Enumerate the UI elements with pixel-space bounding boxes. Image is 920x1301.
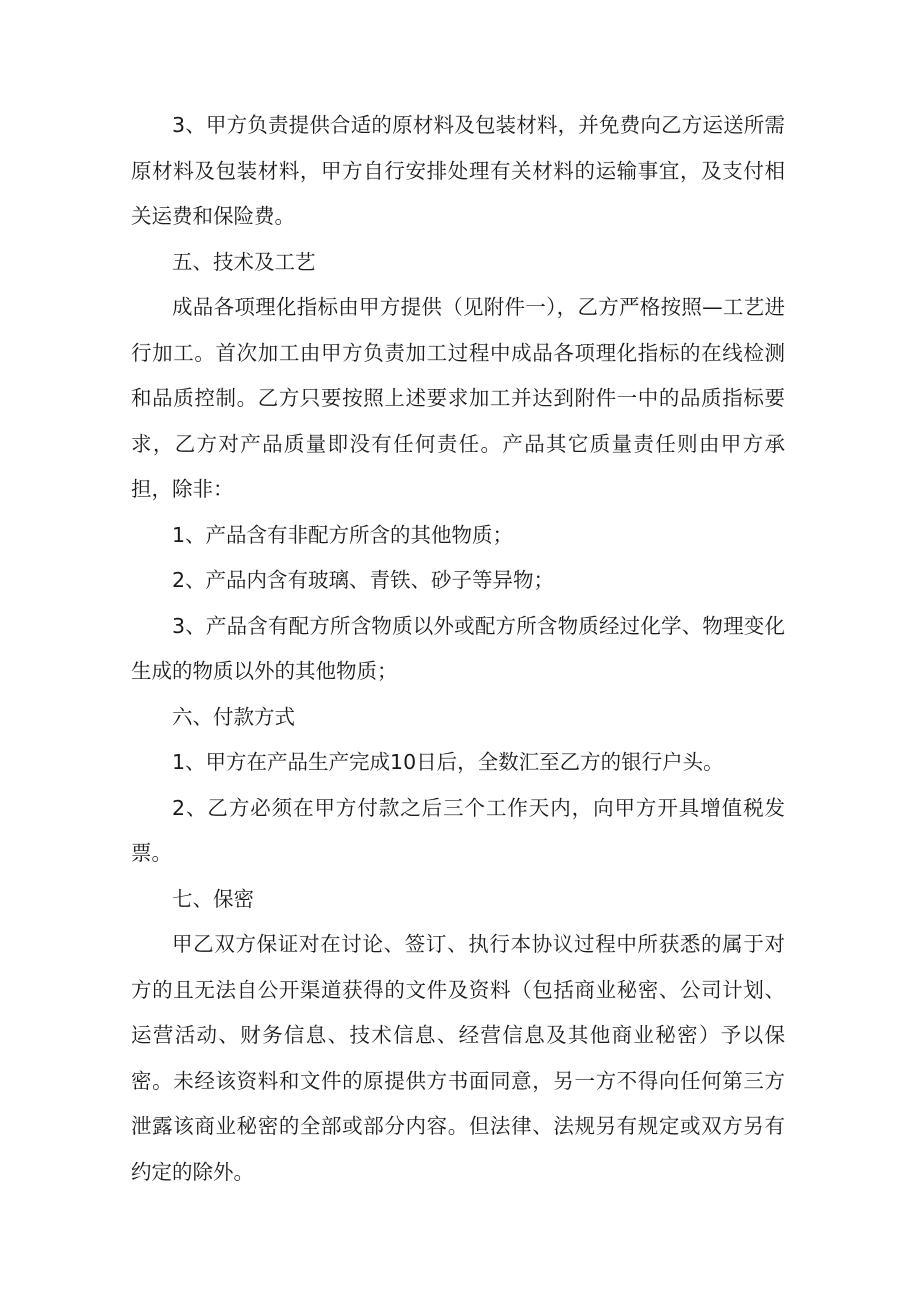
section-heading-payment: 六、付款方式	[172, 704, 295, 729]
payment-item-1: 1、甲方在产品生产完成10日后，全数汇至乙方的银行户头。	[172, 750, 724, 774]
document-body	[131, 103, 785, 1195]
section-heading-technology: 五、技术及工艺	[172, 249, 316, 274]
payment-item-2: 2、乙方必须在甲方付款之后三个工作天内，向甲方开具增值税发票。	[131, 795, 785, 865]
exception-item-3: 3、产品含有配方所含物质以外或配方所含物质经过化学、物理变化生成的物质以外的其他物质；	[131, 613, 785, 683]
exception-item-1: 1、产品含有非配方所含的其他物质；	[172, 522, 514, 547]
technology-paragraph: 成品各项理化指标由甲方提供（见附件一），乙方严格按照—工艺进行加工。首次加工由甲方负责加工过程中成品各项理化指标的在线检测和品质控制。乙方只要按照上述要求加工并达到附件一中的品质指标要求，乙方对产品质量即没有任何责任。产品其它质量责任则由甲方承担，除非：	[131, 295, 785, 501]
section-heading-confidentiality: 七、保密	[172, 886, 254, 911]
clause-3-materials: 3、甲方负责提供合适的原材料及包装材料，并免费向乙方运送所需原材料及包装材料，甲方自行安排处理有关材料的运输事宜，及支付相关运费和保险费。	[131, 113, 785, 228]
exception-item-2: 2、产品内含有玻璃、青铁、砂子等异物；	[172, 568, 555, 592]
confidentiality-paragraph: 甲乙双方保证对在讨论、签订、执行本协议过程中所获悉的属于对方的且无法自公开渠道获得的文件及资料（包括商业秘密、公司计划、运营活动、财务信息、技术信息、经营信息及其他商业秘密）予以保密。未经该资料和文件的原提供方书面同意，另一方不得向任何第三方泄露该商业秘密的全部或部分内容。但法律、法规另有规定或双方另有约定的除外。	[131, 932, 785, 1184]
